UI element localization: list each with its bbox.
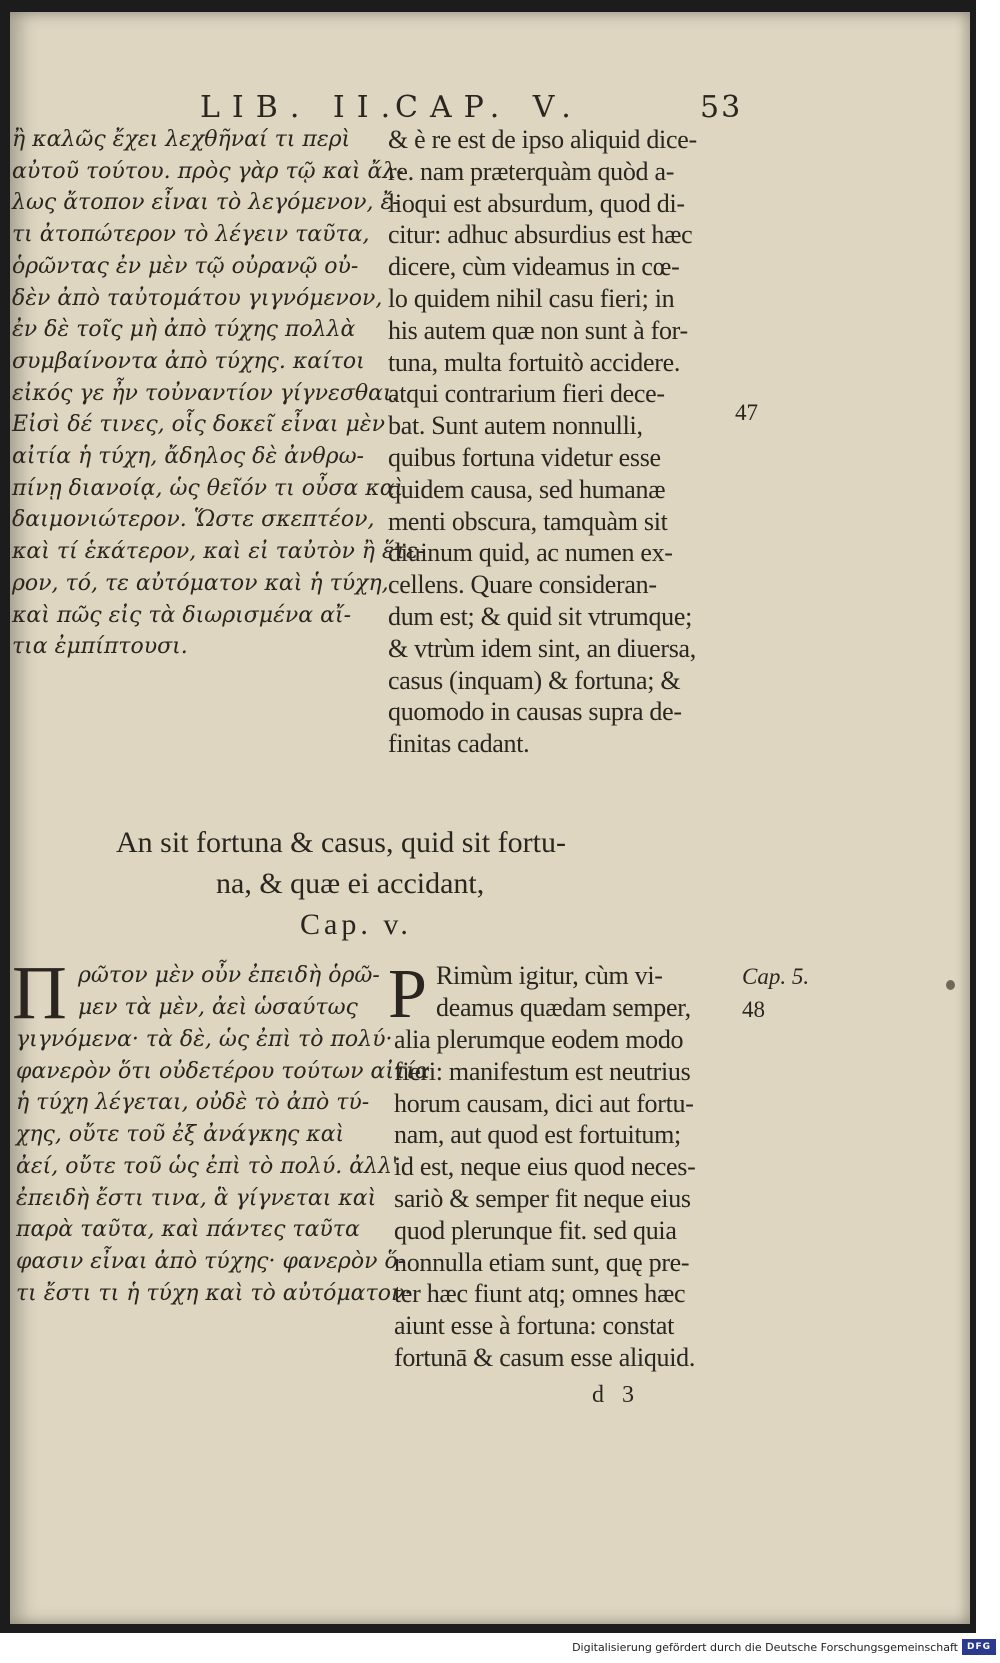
latin-text-line: menti obscura, tamquàm sit <box>388 506 668 536</box>
greek-text-line: ἐπειδὴ ἔστι τινα, ἃ γίγνεται καὶ <box>16 1185 377 1211</box>
section-heading-line2: na, & quæ ei accidant, <box>216 867 485 900</box>
header-book: LIB. II. <box>200 90 403 125</box>
greek-text-line: γιγνόμενα· τὰ δὲ, ὡς ἐπὶ τὸ πολύ· <box>16 1027 393 1052</box>
latin-text-line: atqui contrarium fieri dece- <box>388 379 665 409</box>
latin-text-line: bat. Sunt autem nonnulli, <box>388 411 643 441</box>
greek-text-line: ρον, τό, τε αὐτόματον καὶ ἡ τύχη, <box>12 570 389 596</box>
latin-dropcap: P <box>388 956 427 1033</box>
greek-text-line: αὐτοῦ τούτου. πρὸς γὰρ τῷ καὶ ἄλ- <box>12 158 404 184</box>
section-heading-line1: An sit fortuna & casus, quid sit fortu- <box>116 826 566 859</box>
greek-text-line: καὶ τί ἑκάτερον, καὶ εἰ ταὐτὸν ἢ ἕτε- <box>12 539 426 565</box>
latin-text-line: & vtrùm idem sint, an diuersa, <box>388 633 697 663</box>
latin-text-line: finitas cadant. <box>388 729 530 759</box>
upper-greek-column <box>12 124 426 663</box>
latin-text-line: alia plerumque eodem modo <box>394 1025 684 1054</box>
latin-text-line: quibus fortuna videtur esse <box>388 442 661 472</box>
margin-number-47: 47 <box>735 400 758 425</box>
greek-text-line: τι ἀτοπώτερον τὸ λέγειν ταῦτα, <box>12 222 370 248</box>
latin-text-line: horum causam, dici aut fortu- <box>394 1088 694 1118</box>
header-chapter: CAP. V. <box>395 90 583 125</box>
greek-text-line: δαιμονιώτερον. Ὥστε σκεπτέον, <box>12 507 375 533</box>
latin-text-line: fortunā & casum esse aliquid. <box>394 1342 696 1372</box>
greek-text-line: ἡ τύχη λέγεται, οὐδὲ τὸ ἀπὸ τύ- <box>16 1090 370 1116</box>
greek-text-line: δὲν ἀπὸ ταὐτομάτου γιγνόμενον, <box>12 285 383 311</box>
greek-text-line: τια ἐμπίπτουσι. <box>12 634 188 660</box>
lower-latin-first-lines <box>436 960 746 1024</box>
greek-text-line: πίνῃ διανοίᾳ, ὡς θεῖόν τι οὖσα καὶ <box>12 475 404 501</box>
footer-bar <box>0 1633 1000 1663</box>
greek-text-line: Εἰσὶ δέ τινες, οἷς δοκεῖ εἶναι μὲν <box>12 412 385 438</box>
greek-text-line: φασιν εἶναι ἀπὸ τύχης· φανερὸν ὅ- <box>16 1248 406 1274</box>
latin-text-line: his autem quæ non sunt à for- <box>388 315 688 345</box>
greek-dropcap: Π <box>12 951 67 1035</box>
ink-blot <box>946 980 955 990</box>
section-heading-chapter: Cap. v. <box>300 908 412 941</box>
greek-text-line: συμβαίνοντα ἀπὸ τύχης. καίτοι <box>12 348 365 374</box>
latin-text-line: casus (inquam) & fortuna; & <box>388 665 681 695</box>
greek-text-line: ἀεί, οὔτε τοῦ ὡς ἐπὶ τὸ πολύ. ἀλλ' <box>16 1153 398 1179</box>
greek-text-line: εἰκός γε ἦν τοὐναντίον γίγνεσθαι. <box>12 380 399 406</box>
margin-cap-label: Cap. 5. <box>742 964 810 989</box>
latin-text-line: nonnulla etiam sunt, quę pre- <box>394 1247 690 1277</box>
page-number: 53 <box>700 90 743 125</box>
greek-text-line: χης, οὔτε τοῦ ἐξ ἀνάγκης καὶ <box>16 1122 345 1148</box>
margin-number-48: 48 <box>742 997 765 1022</box>
lower-latin-column <box>394 1024 744 1374</box>
greek-text-line: αἰτία ἡ τύχη, ἄδηλος δὲ ἀνθρω- <box>12 444 364 470</box>
latin-text-line: dum est; & quid sit vtrumque; <box>388 601 693 631</box>
greek-text-line: ρῶτον μὲν οὖν ἐπειδὴ ὁρῶ- <box>78 963 380 988</box>
dfg-logo: DFG <box>962 1639 996 1655</box>
latin-text-line: deamus quædam semper, <box>436 992 691 1022</box>
upper-latin-column <box>388 124 738 760</box>
latin-text-line: quidem causa, sed humanæ <box>388 474 666 504</box>
latin-text-line: aiunt esse à fortuna: constat <box>394 1311 675 1341</box>
latin-text-line: cellens. Quare consideran- <box>388 570 657 600</box>
latin-text-line: quod plerunque fit. sed quia <box>394 1215 677 1245</box>
latin-text-line: dicere, cùm videamus in cœ- <box>388 252 680 282</box>
latin-text-line: diuinum quid, ac numen ex- <box>388 538 673 568</box>
greek-text-line: λως ἄτοπον εἶναι τὸ λεγόμενον, ἔ- <box>12 190 400 216</box>
latin-text-line: lioqui est absurdum, quod di- <box>388 188 685 218</box>
latin-text-line: & è re est de ipso aliquid dice- <box>388 125 697 154</box>
latin-text-line: citur: adhuc absurdius est hæc <box>388 220 693 250</box>
latin-text-line: lo quidem nihil casu fieri; in <box>388 283 675 313</box>
greek-text-line: φανερὸν ὅτι οὐδετέρου τούτων αἰτία <box>16 1058 430 1084</box>
greek-text-line: καὶ πῶς εἰς τὰ διωρισμένα αἴ- <box>12 602 352 628</box>
footer-credit: Digitalisierung gefördert durch die Deutsche Forschungsgemeinschaft <box>572 1641 958 1654</box>
latin-text-line: ter hæc fiunt atq; omnes hæc <box>394 1279 686 1309</box>
lower-greek-first-lines <box>78 960 380 1023</box>
latin-text-line: fieri: manifestum est neutrius <box>394 1056 691 1086</box>
greek-text-line: ὁρῶντας ἐν μὲν τῷ οὐρανῷ οὐ- <box>12 253 359 279</box>
latin-text-line: nam, aut quod est fortuitum; <box>394 1120 681 1150</box>
greek-text-line: παρὰ ταῦτα, καὶ πάντες ταῦτα <box>16 1217 360 1243</box>
greek-text-line: μεν τὰ μὲν, ἀεὶ ὡσαύτως <box>78 994 358 1020</box>
greek-text-line: ἐν δὲ τοῖς μὴ ἀπὸ τύχης πολλὰ <box>12 317 356 343</box>
greek-text-line: ἢ καλῶς ἔχει λεχθῆναί τι περὶ <box>12 127 351 152</box>
lower-greek-column <box>16 1024 430 1309</box>
signature-mark: d 3 <box>592 1382 634 1408</box>
latin-text-line: sariò & semper fit neque eius <box>394 1183 691 1213</box>
book-page <box>10 12 970 1624</box>
greek-text-line: τι ἔστι τι ἡ τύχη καὶ τὸ αὐτόματον· <box>16 1280 412 1306</box>
latin-text-line: Rimùm igitur, cùm vi- <box>436 961 663 990</box>
latin-text-line: quomodo in causas supra de- <box>388 697 682 727</box>
latin-text-line: id est, neque eius quod neces- <box>394 1152 696 1182</box>
latin-text-line: tuna, multa fortuitò accidere. <box>388 347 681 377</box>
latin-text-line: re. nam præterquàm quòd a- <box>388 156 675 186</box>
